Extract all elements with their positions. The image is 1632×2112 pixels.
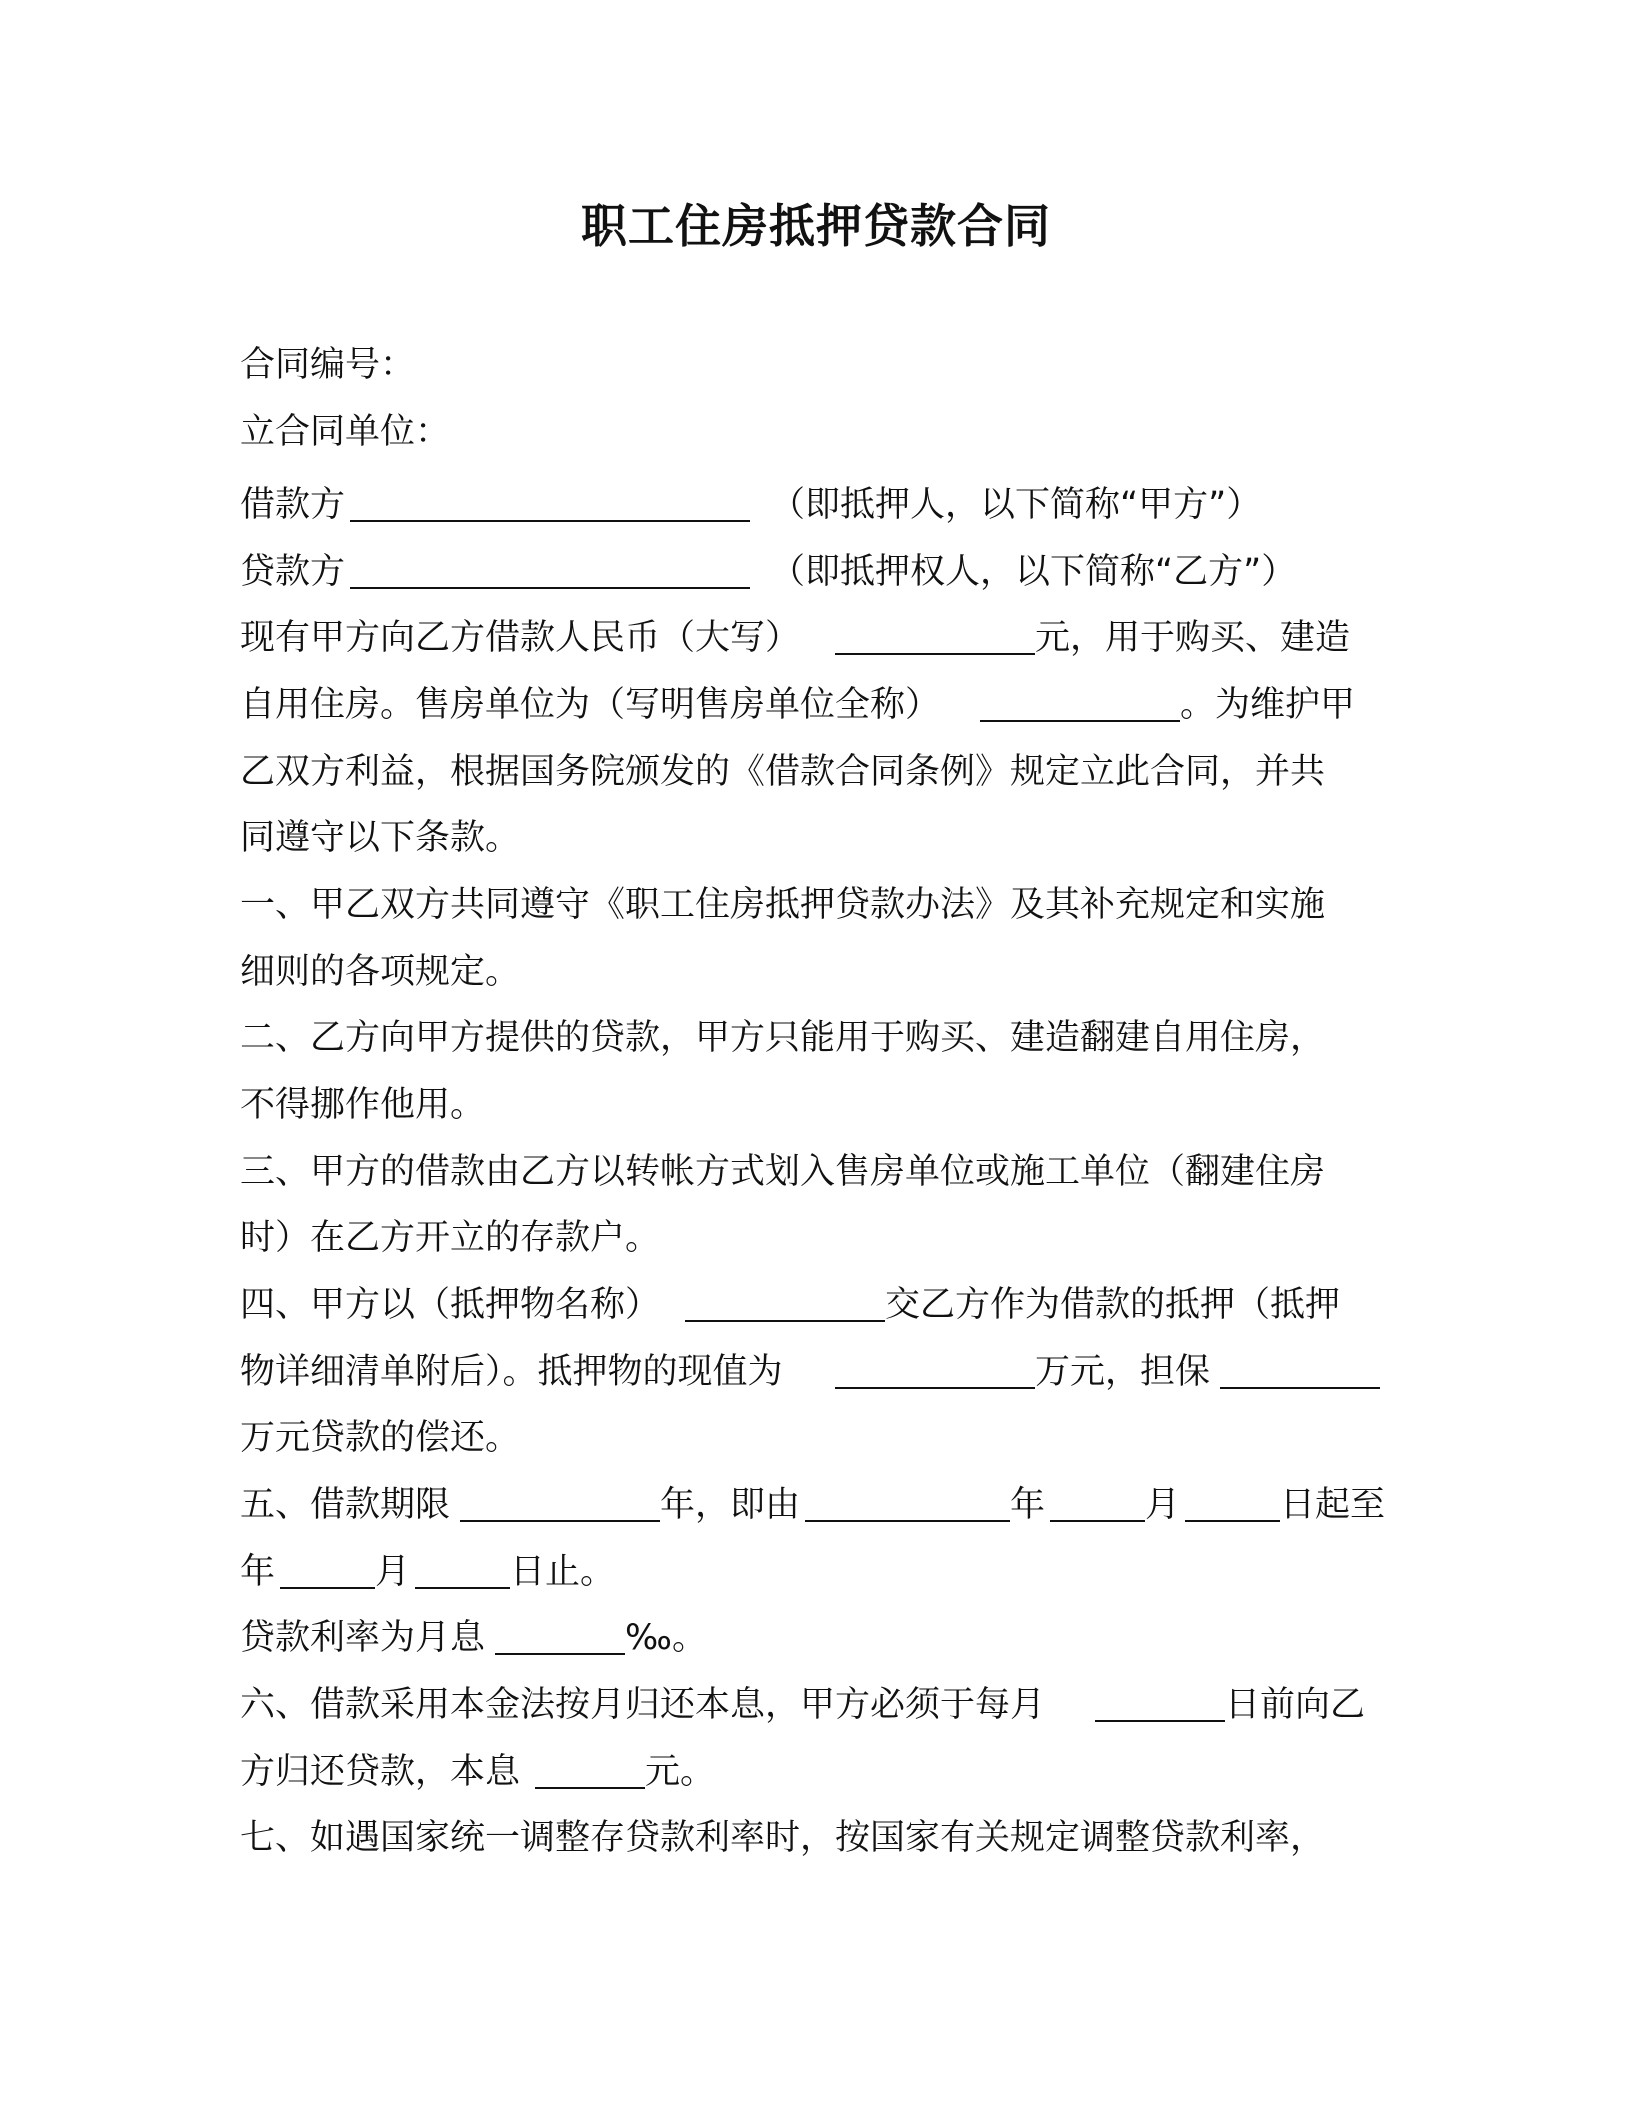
clause-4-line-2	[240, 1347, 1400, 1397]
guarantee-amount-blank[interactable]	[1220, 1347, 1380, 1389]
preamble-text: 同遵守以下条款。	[240, 818, 521, 858]
clause-6-text: 方归还贷款，本息	[240, 1752, 521, 1792]
borrower-note: （即抵押人，以下简称“甲方”）	[770, 485, 1262, 525]
document-title: 职工住房抵押贷款合同	[581, 199, 1051, 253]
clause-1-line-2	[240, 947, 1400, 997]
preamble-line-1	[240, 613, 1400, 663]
clause-2-text: 不得挪作他用。	[240, 1085, 486, 1125]
end-month-prefix-blank[interactable]	[280, 1547, 375, 1589]
seller-name-blank[interactable]	[980, 680, 1180, 722]
clause-6-text: 六、借款采用本金法按月归还本息，甲方必须于每月	[240, 1685, 1046, 1725]
clause-5-text: 年	[240, 1552, 276, 1592]
preamble-text: 自用住房。售房单位为（写明售房单位全称）	[240, 685, 941, 725]
parties-line	[240, 407, 1400, 457]
clause-2-line-2	[240, 1080, 1400, 1130]
preamble-text: 元，用于购买、建造	[1035, 618, 1351, 658]
clause-3-line-2	[240, 1213, 1400, 1263]
preamble-text: 。为维护甲	[1180, 685, 1356, 725]
clause-5-text: 贷款利率为月息	[240, 1618, 486, 1658]
clause-3-text: 三、甲方的借款由乙方以转帐方式划入售房单位或施工单位（翻建住房	[240, 1152, 1326, 1192]
borrower-line	[240, 480, 1400, 530]
clause-6-text: 元。	[645, 1752, 716, 1792]
clause-1-text: 一、甲乙双方共同遵守《职工住房抵押贷款办法》及其补充规定和实施	[240, 885, 1326, 925]
contract-number-line	[240, 340, 1400, 390]
monthly-interest-blank[interactable]	[495, 1613, 625, 1655]
clause-5-text: 日止。	[510, 1552, 616, 1592]
clause-4-text: 交乙方作为借款的抵押（抵押	[885, 1285, 1341, 1325]
clause-6-line-1	[240, 1680, 1400, 1730]
clause-7-line-1	[240, 1813, 1400, 1863]
start-day-blank[interactable]	[1185, 1480, 1280, 1522]
clause-5-text: 年	[1010, 1485, 1046, 1525]
preamble-text: 现有甲方向乙方借款人民币（大写）	[240, 618, 801, 658]
clause-6-text: 日前向乙	[1225, 1685, 1366, 1725]
clause-5-line-2	[240, 1547, 1400, 1597]
borrower-label: 借款方	[240, 485, 346, 525]
preamble-line-3	[240, 747, 1400, 797]
clause-3-text: 时）在乙方开立的存款户。	[240, 1218, 661, 1258]
contract-number-label: 合同编号：	[240, 345, 416, 385]
clause-2-line-1	[240, 1013, 1400, 1063]
preamble-line-2	[240, 680, 1400, 730]
clause-4-text: 万元，担保	[1035, 1352, 1211, 1392]
clause-6-line-2	[240, 1747, 1400, 1797]
monthly-payment-blank[interactable]	[535, 1747, 645, 1789]
clause-5-line-1	[240, 1480, 1400, 1530]
parties-label: 立合同单位：	[240, 412, 451, 452]
clause-4-line-1	[240, 1280, 1400, 1330]
clause-5-text: 年，即由	[660, 1485, 801, 1525]
clause-5-text: 月	[375, 1552, 411, 1592]
clause-1-line-1	[240, 880, 1400, 930]
loan-term-years-blank[interactable]	[460, 1480, 660, 1522]
lender-label: 贷款方	[240, 552, 346, 592]
clause-2-text: 二、乙方向甲方提供的贷款，甲方只能用于购买、建造翻建自用住房，	[240, 1018, 1326, 1058]
collateral-name-blank[interactable]	[685, 1280, 885, 1322]
lender-line	[240, 547, 1400, 597]
clause-4-text: 物详细清单附后）。抵押物的现值为	[240, 1352, 783, 1392]
clause-1-text: 细则的各项规定。	[240, 952, 521, 992]
preamble-text: 乙双方利益，根据国务院颁发的《借款合同条例》规定立此合同，并共	[240, 752, 1326, 792]
clause-5-text: 月	[1145, 1485, 1181, 1525]
end-day-blank[interactable]	[415, 1547, 510, 1589]
clause-5-text: 日起至	[1280, 1485, 1386, 1525]
clause-5-text: ‰。	[625, 1618, 707, 1658]
lender-note: （即抵押权人，以下简称“乙方”）	[770, 552, 1297, 592]
repayment-day-blank[interactable]	[1095, 1680, 1225, 1722]
loan-amount-blank[interactable]	[835, 613, 1035, 655]
lender-name-blank[interactable]	[350, 547, 750, 589]
start-month-blank[interactable]	[1050, 1480, 1145, 1522]
clause-7-text: 七、如遇国家统一调整存贷款利率时，按国家有关规定调整贷款利率，	[240, 1818, 1326, 1858]
borrower-name-blank[interactable]	[350, 480, 750, 522]
clause-3-line-1	[240, 1147, 1400, 1197]
clause-5-text: 五、借款期限	[240, 1485, 451, 1525]
clause-5-line-3	[240, 1613, 1400, 1663]
clause-4-text: 万元贷款的偿还。	[240, 1418, 521, 1458]
preamble-line-4	[240, 813, 1400, 863]
collateral-value-blank[interactable]	[835, 1347, 1035, 1389]
clause-4-line-3	[240, 1413, 1400, 1463]
clause-4-text: 四、甲方以（抵押物名称）	[240, 1285, 661, 1325]
start-year-blank[interactable]	[805, 1480, 1010, 1522]
